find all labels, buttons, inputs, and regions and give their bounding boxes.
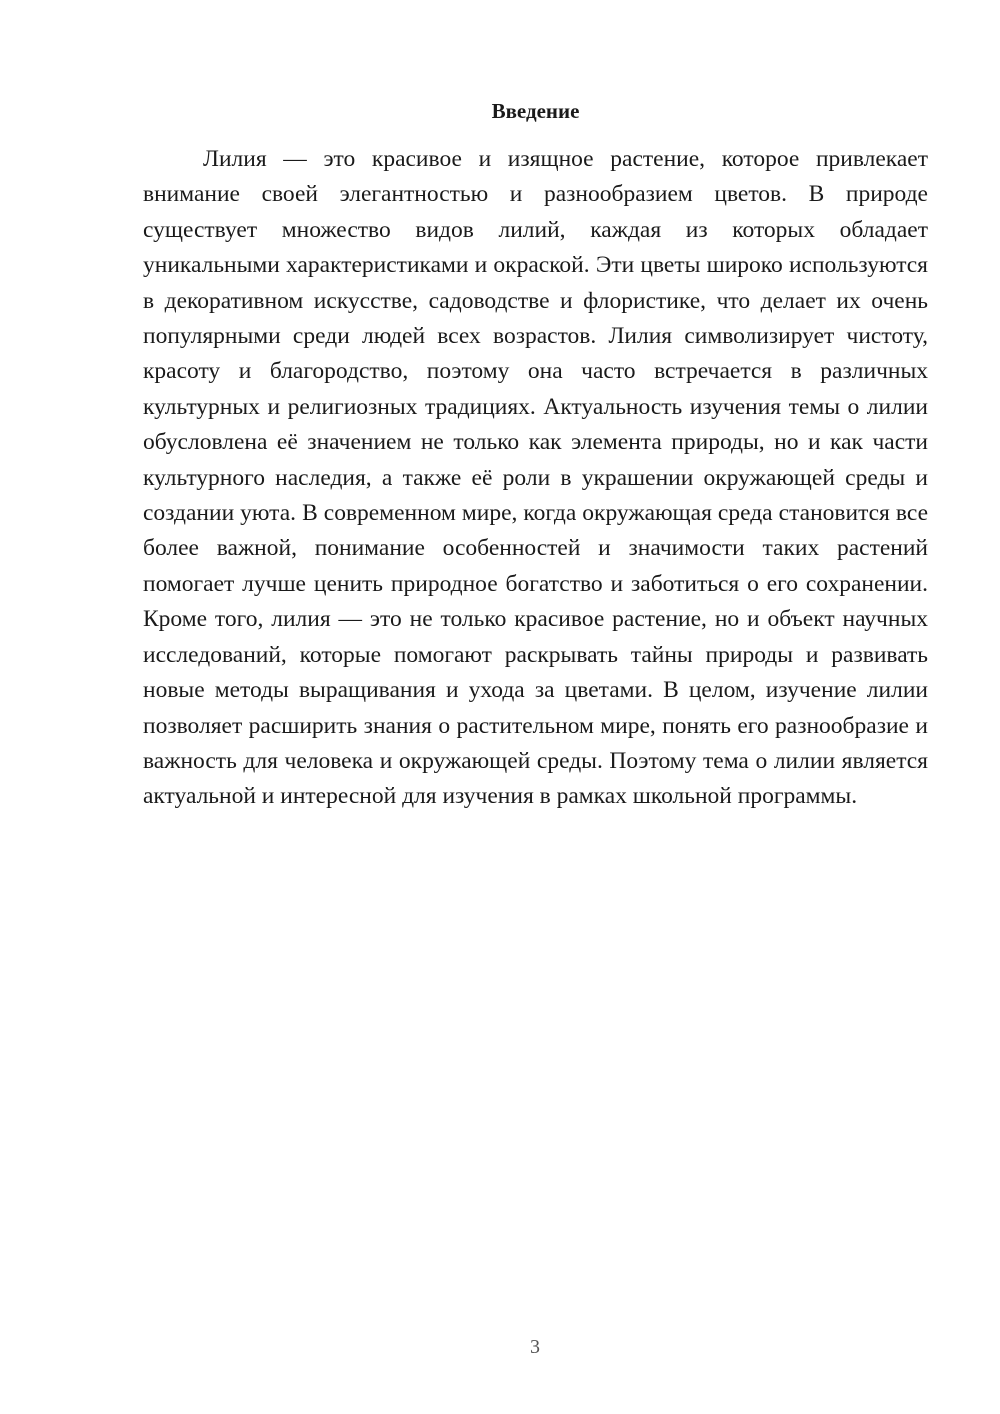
body-paragraph: Лилия — это красивое и изящное растение, которое привлекает внимание своей элегантностью и разнообразием цветов. В природе существует множество видов лилий, каждая из которых обладает уникальными характеристиками и окраской. Эти цветы широко используются в декоративном искусстве, садоводстве и флористике, что делает их очень популярными среди людей всех возрастов. Лилия символизирует чистоту, красоту и благородство, поэтому она часто встречается в различных культурных и религиозных традициях. Актуальность изучения темы о лилии обусловлена её значением не только как элемента природы, но и как части культурного наследия, а также её роли в украшении окружающей среды и создании уюта. В современном мире, когда окружающая среда становится все более важной, понимание особенностей и значимости таких растений помогает лучше ценить природное богатство и заботиться о его сохранении. Кроме того, лилия — это не только красивое растение, но и объект научных исследований, которые помогают раскрывать тайны природы и развивать новые методы выращивания и ухода за цветами. В целом, изучение лилии позволяет расширить знания о растительном мире, понять его разнообразие и важность для человека и окружающей среды. Поэтому тема о лилии является актуальной и интересной для изучения в рамках школьной программы.	[143, 146, 928, 810]
section-heading: Введение	[491, 99, 580, 123]
page-number: 3	[530, 1336, 540, 1358]
